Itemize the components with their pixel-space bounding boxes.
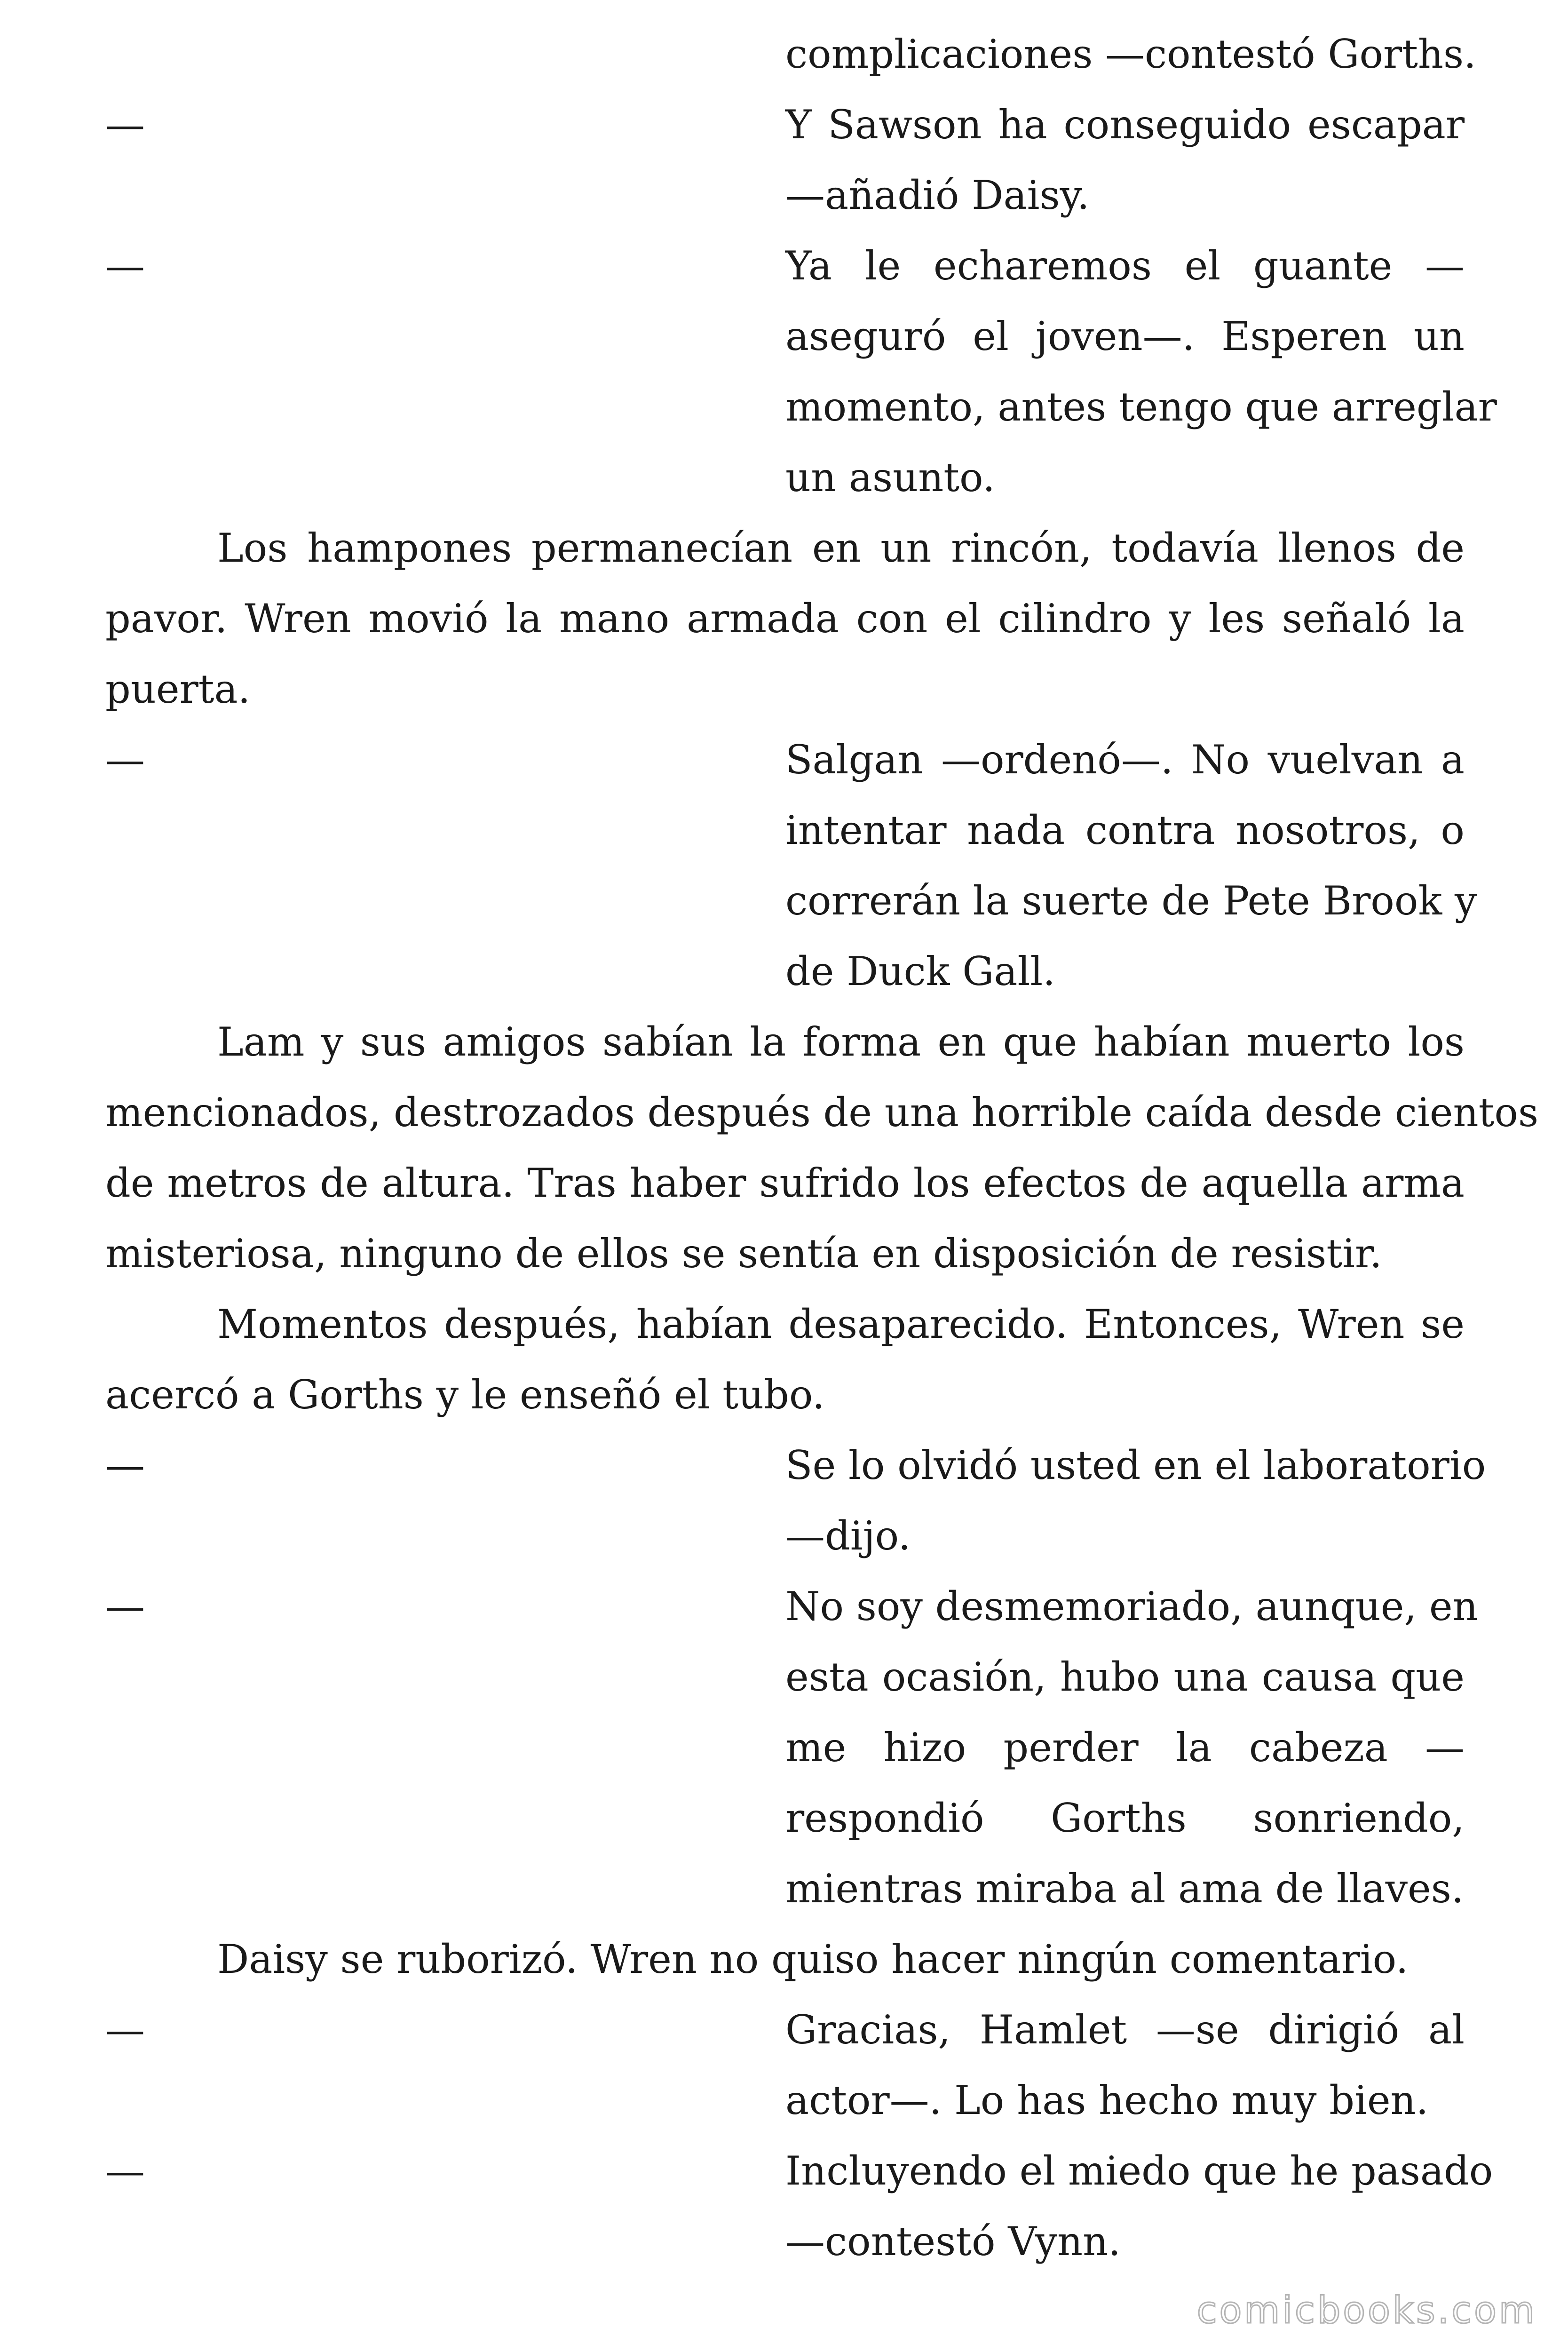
text-line: Ya le echaremos el guante —	[785, 243, 1465, 289]
dialogue-dash: —	[105, 1442, 145, 1488]
text-line: Se lo olvidó usted en el laboratorio	[785, 1442, 1486, 1488]
text-line: complicaciones —contestó Gorths.	[785, 31, 1476, 77]
text-line: No soy desmemoriado, aunque, en	[785, 1583, 1478, 1629]
text-line: misteriosa, ninguno de ellos se sentía en disposición de resistir.	[105, 1231, 1382, 1277]
text-line: Lam y sus amigos sabían la forma en que habían muerto los	[217, 1019, 1465, 1065]
text-line: —dijo.	[785, 1513, 911, 1559]
text-line: mencionados, destrozados después de una horrible caída desde cientos	[105, 1089, 1539, 1136]
text-line: pavor. Wren movió la mano armada con el cilindro y les señaló la	[105, 596, 1465, 642]
text-line: mientras miraba al ama de llaves.	[785, 1866, 1464, 1912]
dialogue-dash: —	[105, 2148, 145, 2194]
text-line: Salgan —ordenó—. No vuelvan a	[785, 737, 1465, 783]
text-line: Momentos después, habían desaparecido. Entonces, Wren se	[217, 1301, 1465, 1347]
dialogue-dash: —	[105, 102, 145, 148]
dialogue-dash: —	[105, 2007, 145, 2053]
watermark: comicbooks.com	[1196, 2289, 1537, 2332]
text-line: aseguró el joven—. Esperen un	[785, 313, 1465, 359]
text-line: puerta.	[105, 666, 251, 712]
text-line: Incluyendo el miedo que he pasado	[785, 2148, 1493, 2194]
text-line: correrán la suerte de Pete Brook y	[785, 878, 1477, 924]
text-line: Daisy se ruborizó. Wren no quiso hacer ningún comentario.	[217, 1936, 1409, 1982]
text-line: momento, antes tengo que arreglar	[785, 384, 1497, 430]
text-line: de Duck Gall.	[785, 948, 1055, 994]
text-line: —contestó Vynn.	[785, 2218, 1121, 2265]
dialogue-dash: —	[105, 1583, 145, 1629]
text-line: respondió Gorths sonriendo,	[785, 1795, 1465, 1841]
text-line: Y Sawson ha conseguido escapar	[785, 102, 1465, 148]
dialogue-dash: —	[105, 737, 145, 783]
text-line: acercó a Gorths y le enseñó el tubo.	[105, 1372, 825, 1418]
text-line: Gracias, Hamlet —se dirigió al	[785, 2007, 1465, 2053]
text-line: un asunto.	[785, 454, 995, 501]
dialogue-dash: —	[105, 243, 145, 289]
text-line: intentar nada contra nosotros, o	[785, 807, 1465, 853]
text-line: de metros de altura. Tras haber sufrido los efectos de aquella arma	[105, 1160, 1465, 1206]
text-line: actor—. Lo has hecho muy bien.	[785, 2077, 1429, 2123]
text-line: —añadió Daisy.	[785, 172, 1090, 218]
text-line: Los hampones permanecían en un rincón, todavía llenos de	[217, 525, 1465, 571]
text-line: esta ocasión, hubo una causa que	[785, 1654, 1465, 1700]
text-line: me hizo perder la cabeza —	[785, 1724, 1465, 1771]
